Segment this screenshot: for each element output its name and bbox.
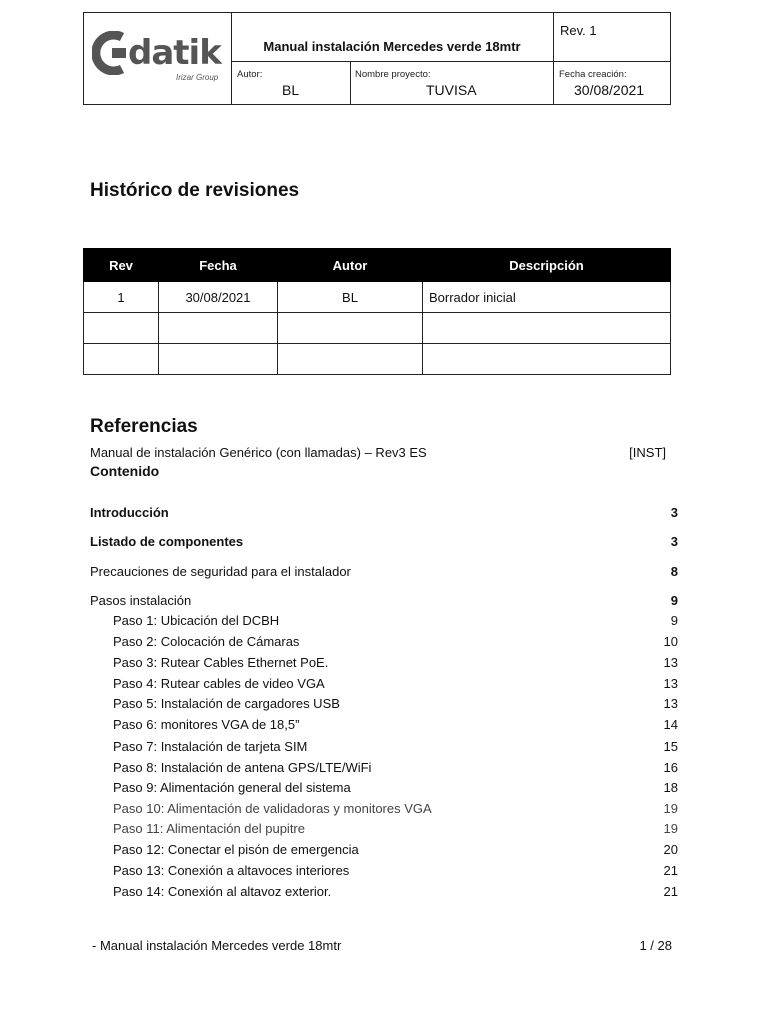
project-label: Nombre proyecto: xyxy=(355,69,431,80)
toc-entry-page: 15 xyxy=(663,739,678,754)
reference-item xyxy=(90,445,666,460)
toc-entry-label: Paso 14: Conexión al altavoz exterior. xyxy=(113,884,332,899)
logo-text: datik xyxy=(128,33,221,73)
toc-entry-page: 3 xyxy=(670,505,678,520)
creation-date-value: 30/08/2021 xyxy=(574,82,645,98)
toc-entry-label: Paso 5: Instalación de cargadores USB xyxy=(113,696,340,711)
table-cell xyxy=(84,344,159,375)
page-footer xyxy=(92,938,672,953)
toc-entry-page: 21 xyxy=(663,863,678,878)
toc-subentry[interactable] xyxy=(113,696,678,711)
toc-subentry[interactable] xyxy=(113,780,678,795)
contents-heading: Contenido xyxy=(90,463,160,479)
column-header-descripcion: Descripción xyxy=(423,249,671,282)
company-logo xyxy=(92,27,226,87)
toc-entry-page: 9 xyxy=(670,593,678,608)
revision-label: Rev. 1 xyxy=(560,23,597,38)
logo-mark-icon xyxy=(92,31,132,75)
toc-entry-label: Paso 12: Conectar el pisón de emergencia xyxy=(113,842,359,857)
references-heading: Referencias xyxy=(90,416,198,437)
toc-subentry[interactable] xyxy=(113,634,678,649)
reference-text: Manual de instalación Genérico (con llamadas) – Rev3 ES xyxy=(90,445,427,460)
toc-entry-label: Paso 3: Rutear Cables Ethernet PoE. xyxy=(113,655,329,670)
toc-entry[interactable] xyxy=(90,505,678,520)
table-cell: BL xyxy=(278,282,423,313)
table-cell: 1 xyxy=(84,282,159,313)
document-title: Manual instalación Mercedes verde 18mtr xyxy=(263,39,521,54)
toc-entry-page: 18 xyxy=(663,780,678,795)
toc-subentry[interactable] xyxy=(113,655,678,670)
toc-entry-page: 14 xyxy=(663,717,678,732)
column-header-rev: Rev xyxy=(84,249,159,282)
toc-entry-label: Paso 9: Alimentación general del sistema xyxy=(113,780,351,795)
toc-entry-page: 13 xyxy=(663,676,678,691)
logo-subtext: Irizar Group xyxy=(176,73,219,82)
toc-subentry[interactable] xyxy=(113,801,678,816)
toc-entry-label: Paso 4: Rutear cables de video VGA xyxy=(113,676,325,691)
toc-subentry[interactable] xyxy=(113,717,678,732)
toc-subentry[interactable] xyxy=(113,842,678,857)
toc-entry-page: 8 xyxy=(670,564,678,579)
toc-entry-label: Introducción xyxy=(90,505,169,520)
table-header-row xyxy=(84,249,671,282)
toc-subentry[interactable] xyxy=(113,760,678,775)
table-cell xyxy=(278,344,423,375)
toc-entry-label: Paso 11: Alimentación del pupitre xyxy=(113,821,305,836)
table-cell xyxy=(84,313,159,344)
table-cell xyxy=(159,344,278,375)
toc-entry-page: 13 xyxy=(663,696,678,711)
toc-subentry[interactable] xyxy=(113,613,678,628)
author-value: BL xyxy=(282,82,300,98)
toc-entry[interactable] xyxy=(90,564,678,579)
table-cell xyxy=(159,313,278,344)
toc-entry-label: Paso 1: Ubicación del DCBH xyxy=(113,613,280,628)
toc-entry[interactable] xyxy=(90,593,678,608)
footer-text: - Manual instalación Mercedes verde 18mtr xyxy=(92,938,342,953)
toc-entry-label: Paso 6: monitores VGA de 18,5” xyxy=(113,717,300,732)
column-header-autor: Autor xyxy=(278,249,423,282)
toc-entry-page: 19 xyxy=(663,821,678,836)
revision-history-table xyxy=(83,248,671,375)
toc-entry-label: Pasos instalación xyxy=(90,593,192,608)
table-cell xyxy=(423,344,671,375)
table-cell: 30/08/2021 xyxy=(159,282,278,313)
toc-subentry[interactable] xyxy=(113,863,678,878)
table-cell: Borrador inicial xyxy=(423,282,671,313)
toc-subentry[interactable] xyxy=(113,884,678,899)
toc-subentry[interactable] xyxy=(113,676,678,691)
toc-entry-page: 16 xyxy=(663,760,678,775)
toc-entry-page: 21 xyxy=(663,884,678,899)
toc-entry-label: Paso 10: Alimentación de validadoras y monitores VGA xyxy=(113,801,432,816)
table-cell xyxy=(278,313,423,344)
revision-history-heading: Histórico de revisiones xyxy=(90,180,300,201)
toc-entry-page: 9 xyxy=(670,613,678,628)
column-header-fecha: Fecha xyxy=(159,249,278,282)
table-row xyxy=(84,344,671,375)
document-header xyxy=(83,12,671,105)
table-row xyxy=(84,313,671,344)
toc-subentry[interactable] xyxy=(113,821,678,836)
toc-entry-label: Precauciones de seguridad para el instalador xyxy=(90,564,351,579)
creation-date-label: Fecha creación: xyxy=(559,69,627,80)
toc-entry-page: 19 xyxy=(663,801,678,816)
toc-entry-page: 3 xyxy=(670,534,678,549)
reference-tag: [INST] xyxy=(629,445,666,460)
toc-entry-label: Paso 13: Conexión a altavoces interiores xyxy=(113,863,350,878)
toc-entry[interactable] xyxy=(90,534,678,549)
toc-entry-label: Paso 2: Colocación de Cámaras xyxy=(113,634,300,649)
page-number: 1 / 28 xyxy=(639,938,672,953)
toc-entry-page: 10 xyxy=(663,634,678,649)
author-label: Autor: xyxy=(237,69,263,80)
toc-subentry[interactable] xyxy=(113,739,678,754)
toc-entry-label: Paso 7: Instalación de tarjeta SIM xyxy=(113,739,308,754)
toc-entry-page: 20 xyxy=(663,842,678,857)
toc-entry-page: 13 xyxy=(663,655,678,670)
toc-entry-label: Listado de componentes xyxy=(90,534,244,549)
project-value: TUVISA xyxy=(426,82,477,98)
toc-entry-label: Paso 8: Instalación de antena GPS/LTE/WiFi xyxy=(113,760,372,775)
table-row xyxy=(84,282,671,313)
table-cell xyxy=(423,313,671,344)
